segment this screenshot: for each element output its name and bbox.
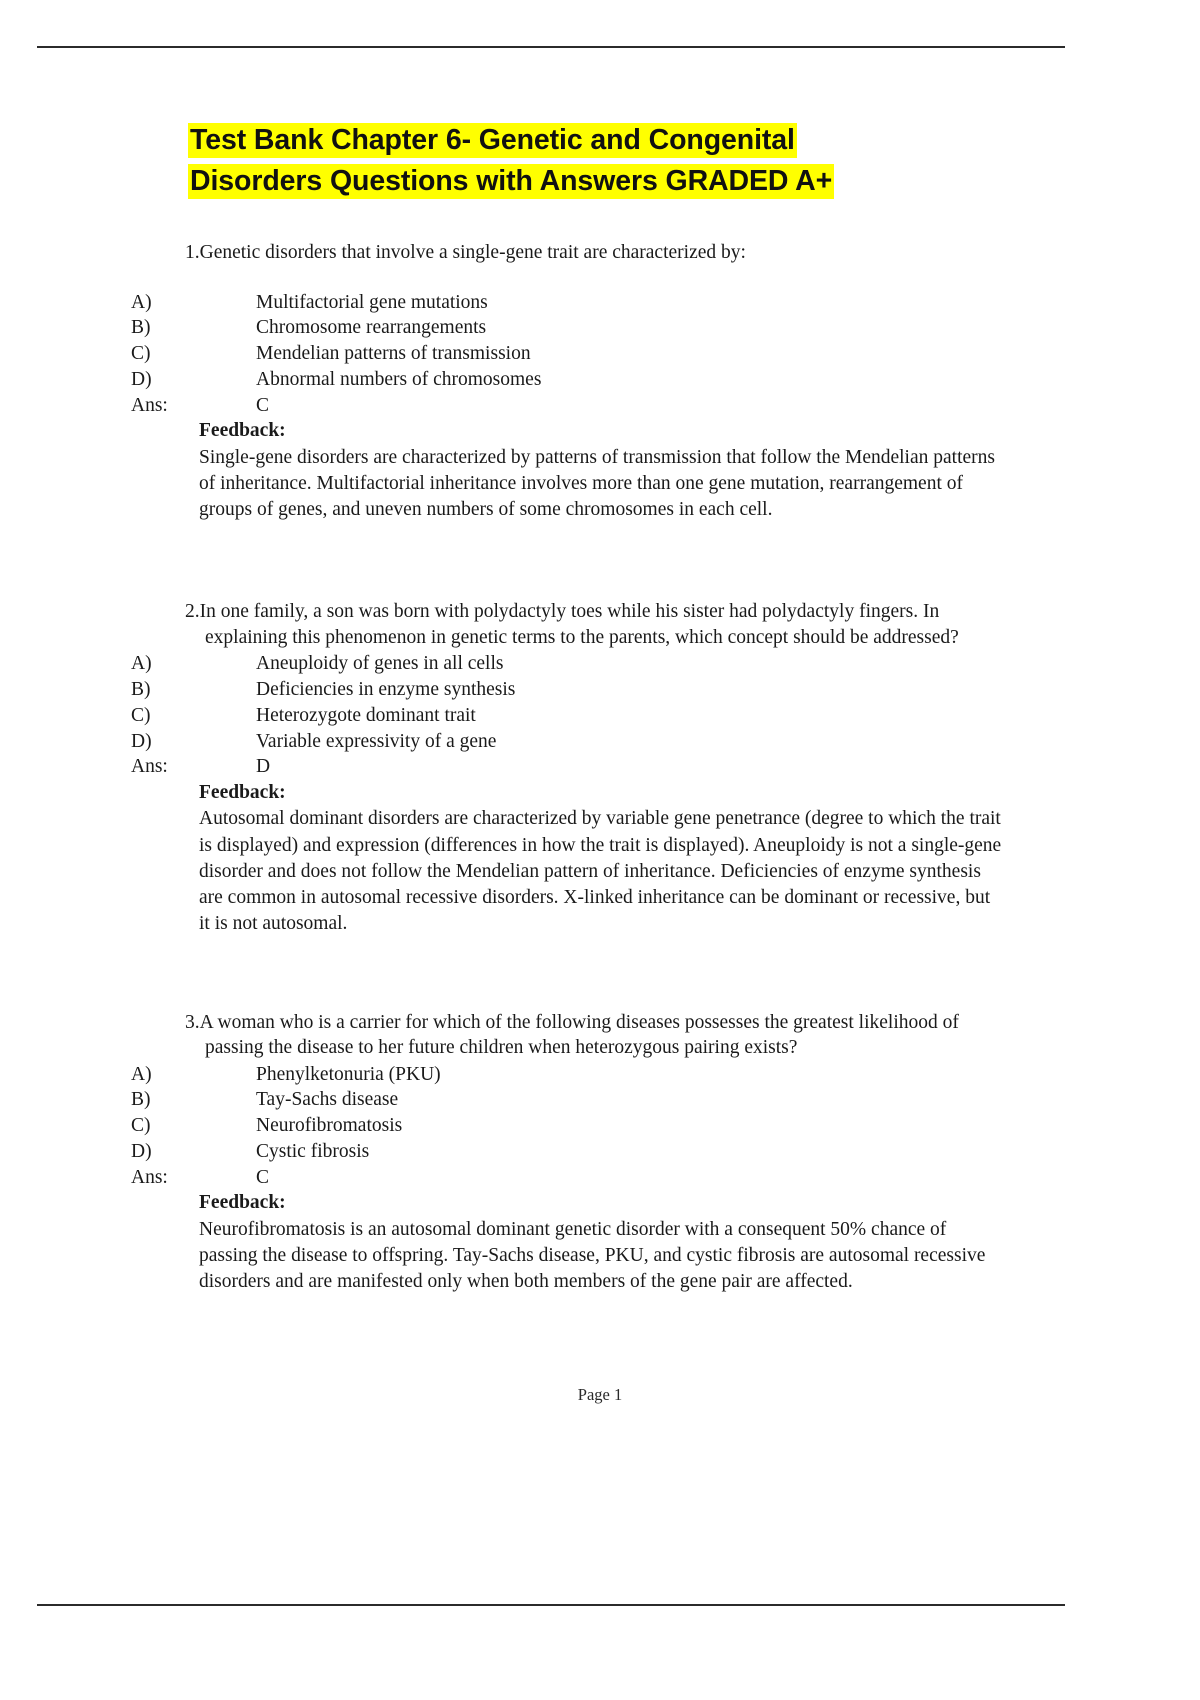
- feedback-text: Neurofibromatosis is an autosomal dominant genetic disorder with a consequent 50% chance of passing the disease to offspring. Tay-Sachs disease, PKU, and cystic fibrosis are autosomal recessive disorders and are manifested only when both members of the gene pair are affected.: [199, 1218, 986, 1293]
- option-text: Variable expressivity of a gene: [256, 730, 497, 752]
- option-text: Cystic fibrosis: [256, 1140, 370, 1162]
- answer-label: Ans:: [131, 1166, 168, 1188]
- answer-row: [0, 1165, 1200, 1191]
- option-row[interactable]: [0, 1087, 1200, 1113]
- question-stem: [185, 1010, 1015, 1061]
- option-label: C): [131, 704, 151, 726]
- footer-divider-rule: [37, 1604, 1065, 1606]
- option-row[interactable]: [0, 1139, 1200, 1165]
- option-row[interactable]: [0, 367, 1200, 393]
- answer-value: C: [256, 394, 270, 416]
- option-label: D): [131, 368, 152, 390]
- question-number: 1.: [185, 242, 200, 263]
- option-row[interactable]: [0, 1062, 1200, 1088]
- option-text: Deficiencies in enzyme synthesis: [256, 679, 516, 701]
- answer-value: D: [256, 756, 271, 778]
- option-text: Neurofibromatosis: [256, 1115, 403, 1137]
- page-title: [188, 120, 978, 202]
- feedback-label: Feedback:: [199, 420, 286, 442]
- feedback-label: Feedback:: [199, 1192, 286, 1214]
- option-row[interactable]: [0, 341, 1200, 367]
- option-text: Mendelian patterns of transmission: [256, 343, 531, 365]
- header-divider-rule: [37, 46, 1065, 48]
- question-text: A woman who is a carrier for which of the following diseases possesses the greatest likelihood of passing the disease to her future children when heterozygous pairing exists?: [199, 1011, 959, 1058]
- option-list: [0, 651, 1200, 780]
- question-number: 3.: [185, 1011, 200, 1033]
- option-label: B): [131, 679, 151, 701]
- feedback-section: [199, 1190, 1005, 1295]
- answer-label: Ans:: [131, 756, 168, 778]
- question-number: 2.: [185, 601, 200, 623]
- option-label: A): [131, 291, 152, 313]
- question-block: [0, 599, 1200, 937]
- option-text: Multifactorial gene mutations: [256, 291, 488, 313]
- option-text: Heterozygote dominant trait: [256, 704, 476, 726]
- option-row[interactable]: [0, 1113, 1200, 1139]
- option-label: D): [131, 1140, 152, 1162]
- option-label: A): [131, 653, 152, 675]
- page-title-line-1: Test Bank Chapter 6- Genetic and Congenital: [190, 124, 795, 156]
- option-label: B): [131, 317, 151, 339]
- option-list: [0, 1062, 1200, 1191]
- option-row[interactable]: [0, 315, 1200, 341]
- option-row[interactable]: [0, 651, 1200, 677]
- option-label: D): [131, 730, 152, 752]
- option-row[interactable]: [0, 290, 1200, 316]
- option-text: Abnormal numbers of chromosomes: [256, 368, 542, 390]
- feedback-section: [199, 418, 1005, 523]
- feedback-section: [199, 780, 1005, 937]
- page-content: [0, 120, 1200, 1295]
- answer-row: [0, 754, 1200, 780]
- option-row[interactable]: [0, 729, 1200, 755]
- option-text: Aneuploidy of genes in all cells: [256, 653, 504, 675]
- option-list: [0, 290, 1200, 419]
- question-block: [0, 1010, 1200, 1296]
- option-row[interactable]: [0, 703, 1200, 729]
- option-label: C): [131, 343, 151, 365]
- option-row[interactable]: [0, 677, 1200, 703]
- feedback-text: Autosomal dominant disorders are characterized by variable gene penetrance (degree to which the trait is displayed) and expression (differences in how the trait is displayed). Aneuploidy is not a single-gene disorder and does not follow the Mendelian pattern of inheritance. Deficiencies of enzyme synthesis are common in autosomal recessive disorders. X-linked inheritance can be dominant or recessive, but it is not autosomal.: [199, 808, 1002, 935]
- question-stem: [185, 240, 1015, 266]
- answer-row: [0, 393, 1200, 419]
- feedback-text: Single-gene disorders are characterized by patterns of transmission that follow the Mendelian patterns of inheritance. Multifactorial inheritance involves more than one gene mutation, rearrangement of groups of genes, and uneven numbers of some chromosomes in each cell.: [199, 446, 995, 521]
- option-label: B): [131, 1089, 151, 1111]
- feedback-label: Feedback:: [199, 782, 286, 804]
- answer-label: Ans:: [131, 394, 168, 416]
- question-text: In one family, a son was born with polydactyly toes while his sister had polydactyly fingers. In explaining this phenomenon in genetic terms to the parents, which concept should be addressed?: [199, 601, 959, 648]
- answer-value: C: [256, 1166, 270, 1188]
- question-stem: [185, 599, 1015, 650]
- page-title-line-2: Disorders Questions with Answers GRADED A+: [190, 165, 833, 197]
- page-footer: Page 1: [577, 1385, 623, 1404]
- option-label: A): [131, 1063, 152, 1085]
- option-text: Phenylketonuria (PKU): [256, 1063, 441, 1085]
- option-text: Tay-Sachs disease: [256, 1089, 399, 1111]
- option-label: C): [131, 1115, 151, 1137]
- question-text: Genetic disorders that involve a single-gene trait are characterized by:: [199, 242, 746, 263]
- question-block: [0, 240, 1200, 523]
- option-text: Chromosome rearrangements: [256, 317, 487, 339]
